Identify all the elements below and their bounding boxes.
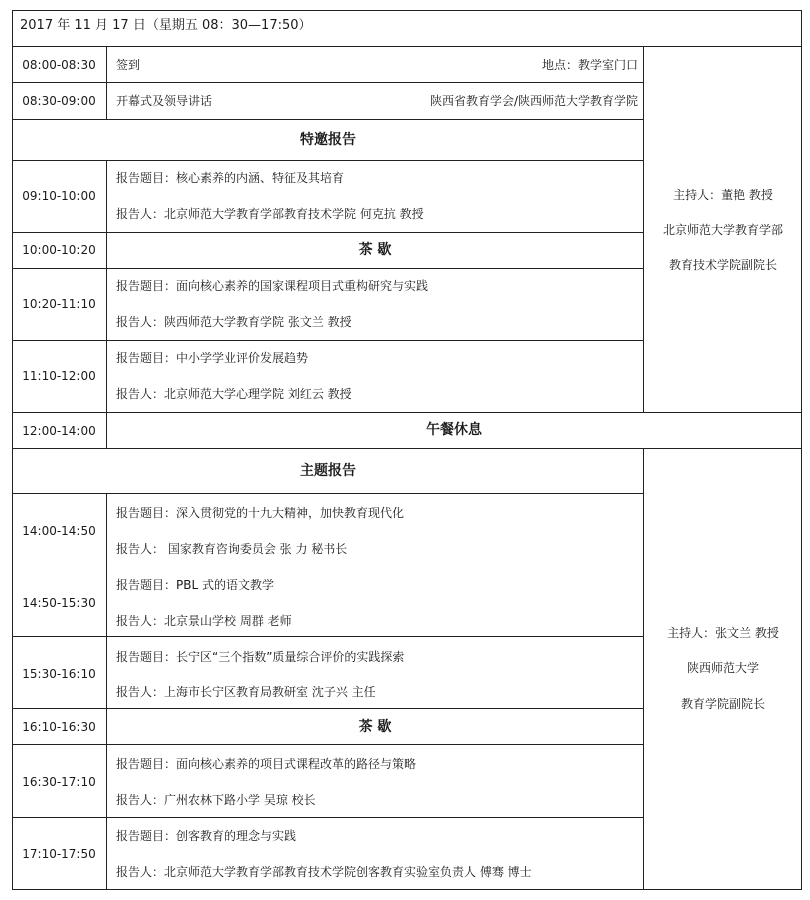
talk-speaker: 报告人： 国家教育咨询委员会 张 力 秘书长 bbox=[116, 542, 348, 556]
time-cell: 08:30-09:00 bbox=[22, 94, 96, 108]
lunch-title: 午餐休息 bbox=[426, 422, 482, 438]
location-label: 地点：教学室门口 bbox=[541, 58, 638, 72]
time-column-divider bbox=[106, 160, 107, 449]
table-border-top bbox=[12, 10, 802, 11]
time-cell: 09:10-10:00 bbox=[22, 189, 96, 203]
host-affiliation: 北京师范大学教育学部 bbox=[662, 223, 783, 237]
time-cell: 10:00-10:20 bbox=[22, 243, 96, 257]
talk-topic: 报告题目：深入贯彻党的十九大精神，加快教育现代化 bbox=[116, 506, 405, 520]
time-cell: 08:00-08:30 bbox=[22, 58, 96, 72]
talk-speaker: 报告人：北京师范大学教育学部教育技术学院 何克抗 教授 bbox=[116, 207, 424, 221]
table-border-right bbox=[801, 10, 802, 890]
talk-topic: 报告题目：面向核心素养的国家课程项目式重构研究与实践 bbox=[116, 279, 429, 293]
item-label: 签到 bbox=[116, 58, 141, 72]
row-divider bbox=[12, 46, 802, 47]
break-title: 茶 歇 bbox=[358, 242, 392, 258]
organizer-label: 陕西省教育学会/陕西师范大学教育学院 bbox=[429, 94, 638, 108]
talk-topic: 报告题目：中小学学业评价发展趋势 bbox=[116, 351, 309, 365]
schedule-date-header: 2017 年 11 月 17 日（星期五 08：30—17:50） bbox=[20, 18, 312, 33]
time-cell: 12:00-14:00 bbox=[22, 424, 96, 438]
time-cell: 15:30-16:10 bbox=[22, 667, 96, 681]
time-cell: 14:00-14:50 bbox=[22, 524, 96, 538]
talk-topic: 报告题目：长宁区“三个指数”质量综合评价的实践探索 bbox=[116, 650, 405, 664]
time-column-divider bbox=[106, 493, 107, 890]
time-column-divider bbox=[106, 46, 107, 120]
table-border-bottom bbox=[12, 889, 802, 890]
talk-speaker: 报告人：北京师范大学教育学部教育技术学院创客教育实验室负责人 傅骞 博士 bbox=[116, 865, 532, 879]
host-title: 教育学院副院长 bbox=[680, 697, 765, 711]
talk-speaker: 报告人：北京景山学校 周群 老师 bbox=[116, 614, 292, 628]
talk-speaker: 报告人：上海市长宁区教育局教研室 沈子兴 主任 bbox=[116, 685, 376, 699]
talk-speaker: 报告人：陕西师范大学教育学院 张文兰 教授 bbox=[116, 315, 352, 329]
time-cell: 11:10-12:00 bbox=[22, 369, 96, 383]
talk-speaker: 报告人：北京师范大学心理学院 刘红云 教授 bbox=[116, 387, 352, 401]
host-name: 主持人：董艳 教授 bbox=[673, 188, 773, 202]
time-cell: 14:50-15:30 bbox=[22, 596, 96, 610]
talk-topic: 报告题目：面向核心素养的项目式课程改革的路径与策略 bbox=[116, 757, 417, 771]
section-title: 主题报告 bbox=[300, 463, 356, 479]
break-title: 茶 歇 bbox=[358, 719, 392, 735]
talk-topic: 报告题目：创客教育的理念与实践 bbox=[116, 829, 297, 843]
host-title: 教育技术学院副院长 bbox=[668, 258, 777, 272]
talk-topic: 报告题目：PBL 式的语文教学 bbox=[116, 578, 274, 592]
item-label: 开幕式及领导讲话 bbox=[116, 94, 213, 108]
time-cell: 16:10-16:30 bbox=[22, 720, 96, 734]
section-title: 特邀报告 bbox=[300, 132, 356, 148]
row-divider bbox=[12, 412, 802, 413]
host-name: 主持人：张文兰 教授 bbox=[667, 626, 779, 640]
time-cell: 16:30-17:10 bbox=[22, 775, 96, 789]
time-cell: 10:20-11:10 bbox=[22, 297, 96, 311]
time-cell: 17:10-17:50 bbox=[22, 847, 96, 861]
talk-topic: 报告题目：核心素养的内涵、特征及其培育 bbox=[116, 171, 345, 185]
host-affiliation: 陕西师范大学 bbox=[686, 661, 759, 675]
talk-speaker: 报告人：广州农林下路小学 吴琼 校长 bbox=[116, 793, 316, 807]
row-divider bbox=[12, 448, 802, 449]
